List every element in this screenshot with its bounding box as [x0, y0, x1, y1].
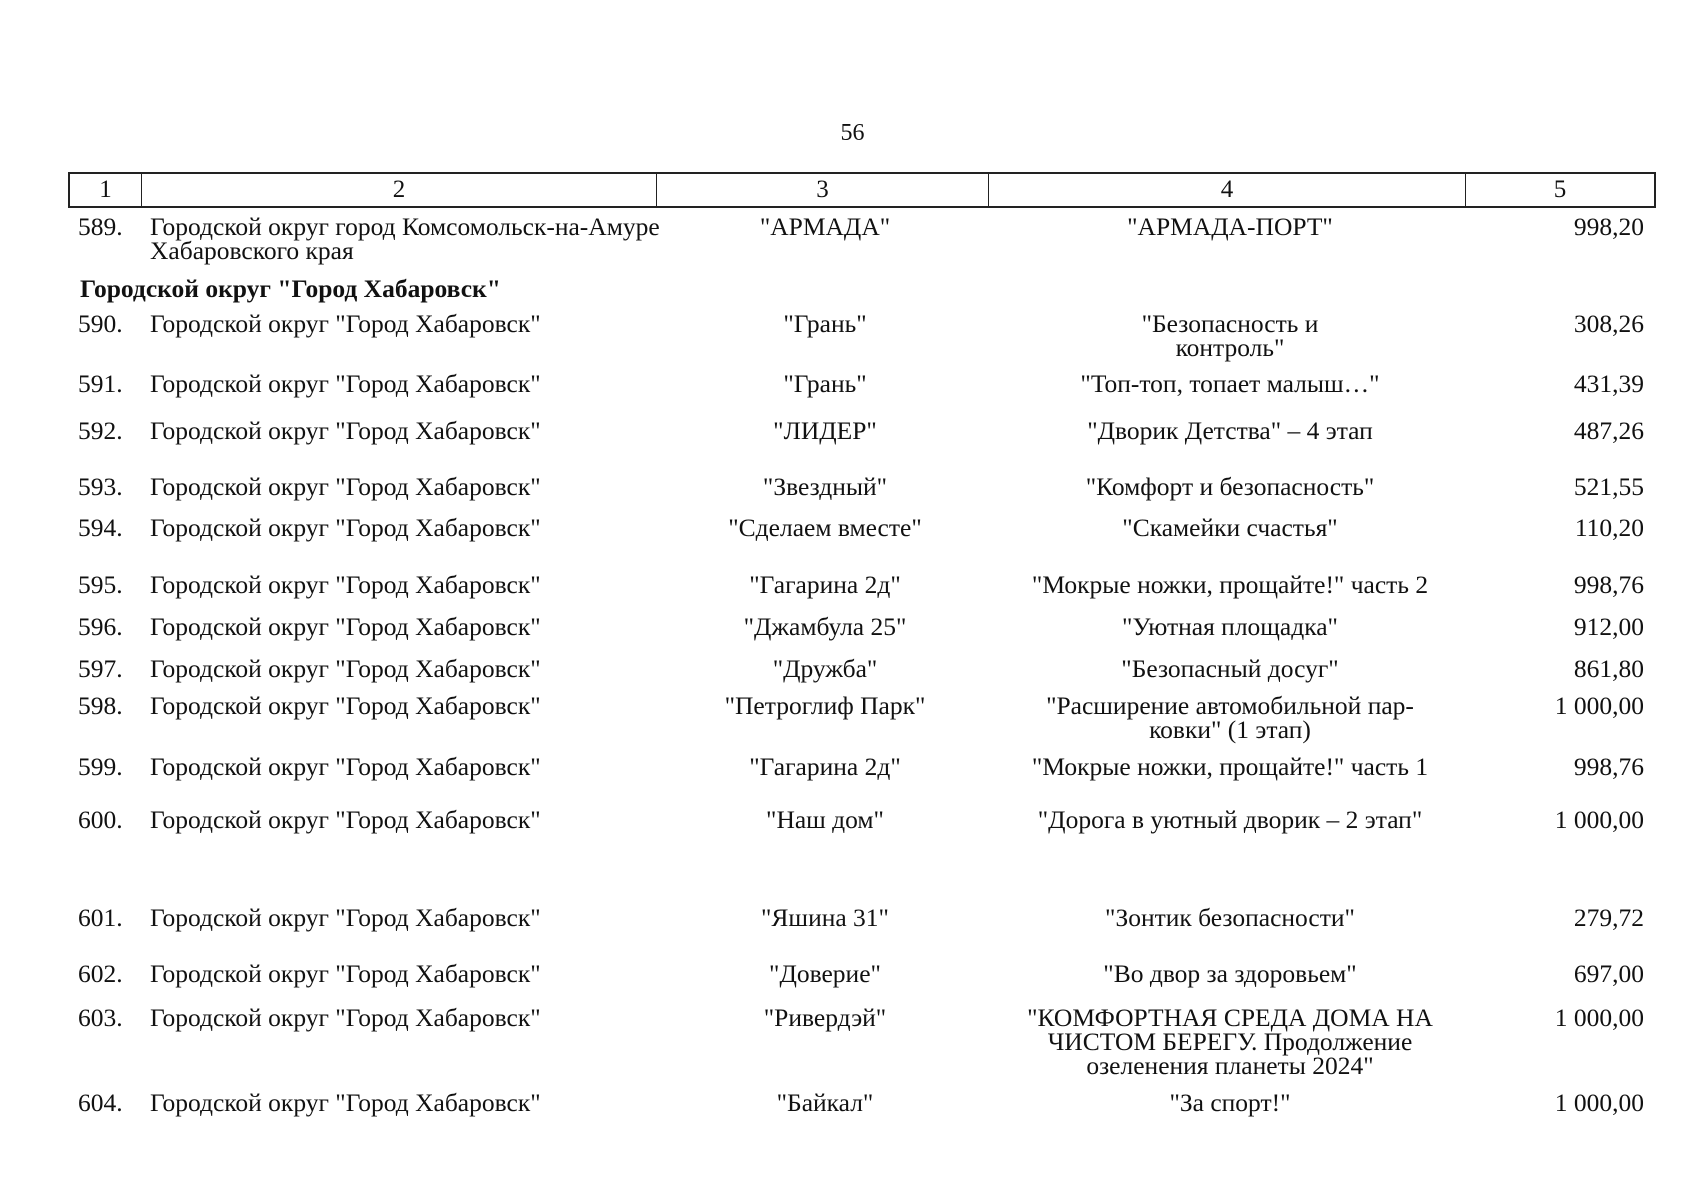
row-number: 600.: [78, 805, 123, 834]
municipality-cell: Городской округ "Город Хабаровск": [150, 1003, 541, 1032]
row-number: 589.: [78, 212, 123, 241]
row-number: 593.: [78, 472, 123, 501]
organization-cell: "Байкал": [776, 1088, 874, 1117]
municipality-cell: Городской округ "Город Хабаровск": [150, 309, 541, 338]
amount-cell: 110,20: [1574, 513, 1644, 542]
project-cell: "Зонтик безопасности": [1105, 903, 1355, 932]
organization-cell: "Грань": [783, 369, 867, 398]
organization-cell: "Звездный": [762, 472, 888, 501]
municipality-cell: Городской округ "Город Хабаровск": [150, 472, 541, 501]
organization-cell: "Наш дом": [766, 805, 884, 834]
page-number: 56: [840, 120, 865, 146]
municipality-cell: Городской округ "Город Хабаровск": [150, 959, 541, 988]
organization-cell: "Сделаем вместе": [728, 513, 922, 542]
row-number: 597.: [78, 654, 123, 683]
row-number: 590.: [78, 309, 123, 338]
organization-cell: "Петроглиф Парк": [724, 691, 926, 720]
column-header: 3: [657, 174, 989, 206]
project-cell: "Мокрые ножки, прощайте!" часть 1: [1031, 752, 1429, 781]
municipality-cell: Городской округ "Город Хабаровск": [150, 612, 541, 641]
municipality-cell: Городской округ "Город Хабаровск": [150, 1088, 541, 1117]
municipality-cell: Городской округ "Город Хабаровск": [150, 903, 541, 932]
row-number: 592.: [78, 416, 123, 445]
amount-cell: 1 000,00: [1554, 1003, 1644, 1032]
amount-cell: 998,20: [1573, 212, 1644, 241]
section-heading: Городской округ "Город Хабаровск": [80, 274, 501, 303]
project-cell: "Безопасность и контроль": [1141, 309, 1319, 362]
project-cell: "Мокрые ножки, прощайте!" часть 2: [1031, 570, 1429, 599]
row-number: 591.: [78, 369, 123, 398]
organization-cell: "Грань": [783, 309, 867, 338]
project-cell: "Во двор за здоровьем": [1103, 959, 1357, 988]
project-cell: "Комфорт и безопасность": [1085, 472, 1375, 501]
organization-cell: "Гагарина 2д": [749, 752, 901, 781]
municipality-cell: Городской округ город Комсомольск-на-Амуре Хабаровского края: [150, 212, 660, 265]
organization-cell: "Гагарина 2д": [749, 570, 901, 599]
table-header: [68, 172, 1656, 208]
organization-cell: "ЛИДЕР": [773, 416, 877, 445]
amount-cell: 998,76: [1573, 570, 1644, 599]
municipality-cell: Городской округ "Город Хабаровск": [150, 752, 541, 781]
column-header: 4: [989, 174, 1466, 206]
project-cell: "Уютная площадка": [1122, 612, 1338, 641]
row-number: 598.: [78, 691, 123, 720]
project-cell: "Дорога в уютный дворик – 2 этап": [1037, 805, 1423, 834]
amount-cell: 308,26: [1573, 309, 1644, 338]
amount-cell: 487,26: [1573, 416, 1644, 445]
project-cell: "Топ-топ, топает малыш…": [1080, 369, 1380, 398]
column-header: 5: [1553, 176, 1567, 203]
amount-cell: 1 000,00: [1554, 1088, 1644, 1117]
row-number: 601.: [78, 903, 123, 932]
municipality-cell: Городской округ "Город Хабаровск": [150, 654, 541, 683]
organization-cell: "Джамбула 25": [743, 612, 907, 641]
row-number: 603.: [78, 1003, 123, 1032]
amount-cell: 1 000,00: [1554, 805, 1644, 834]
project-cell: "Дворик Детства" – 4 этап: [1087, 416, 1373, 445]
row-number: 599.: [78, 752, 123, 781]
amount-cell: 912,00: [1573, 612, 1644, 641]
amount-cell: 279,72: [1573, 903, 1644, 932]
organization-cell: "Ривердэй": [763, 1003, 887, 1032]
project-cell: "АРМАДА-ПОРТ": [1127, 212, 1333, 241]
project-cell: "Безопасный досуг": [1121, 654, 1339, 683]
municipality-cell: Городской округ "Город Хабаровск": [150, 369, 541, 398]
row-number: 596.: [78, 612, 123, 641]
organization-cell: "Доверие": [769, 959, 881, 988]
project-cell: "КОМФОРТНАЯ СРЕДА ДОМА НА ЧИСТОМ БЕРЕГУ. Продолжение озеленения планеты 2024": [1027, 1003, 1433, 1080]
municipality-cell: Городской округ "Город Хабаровск": [150, 691, 541, 720]
project-cell: "За спорт!": [1169, 1088, 1291, 1117]
municipality-cell: Городской округ "Город Хабаровск": [150, 416, 541, 445]
project-cell: "Расширение автомобильной пар-ковки" (1 этап): [1046, 691, 1414, 744]
column-header: 1: [70, 174, 142, 206]
organization-cell: "Дружба": [772, 654, 878, 683]
amount-cell: 861,80: [1573, 654, 1644, 683]
amount-cell: 697,00: [1573, 959, 1644, 988]
amount-cell: 521,55: [1573, 472, 1644, 501]
column-header: 2: [142, 174, 657, 206]
amount-cell: 1 000,00: [1554, 691, 1644, 720]
municipality-cell: Городской округ "Город Хабаровск": [150, 570, 541, 599]
row-number: 595.: [78, 570, 123, 599]
row-number: 594.: [78, 513, 123, 542]
project-cell: "Скамейки счастья": [1122, 513, 1338, 542]
amount-cell: 431,39: [1573, 369, 1644, 398]
row-number: 604.: [78, 1088, 123, 1117]
organization-cell: "Яшина 31": [761, 903, 889, 932]
municipality-cell: Городской округ "Город Хабаровск": [150, 805, 541, 834]
municipality-cell: Городской округ "Город Хабаровск": [150, 513, 541, 542]
amount-cell: 998,76: [1573, 752, 1644, 781]
row-number: 602.: [78, 959, 123, 988]
organization-cell: "АРМАДА": [759, 212, 891, 241]
